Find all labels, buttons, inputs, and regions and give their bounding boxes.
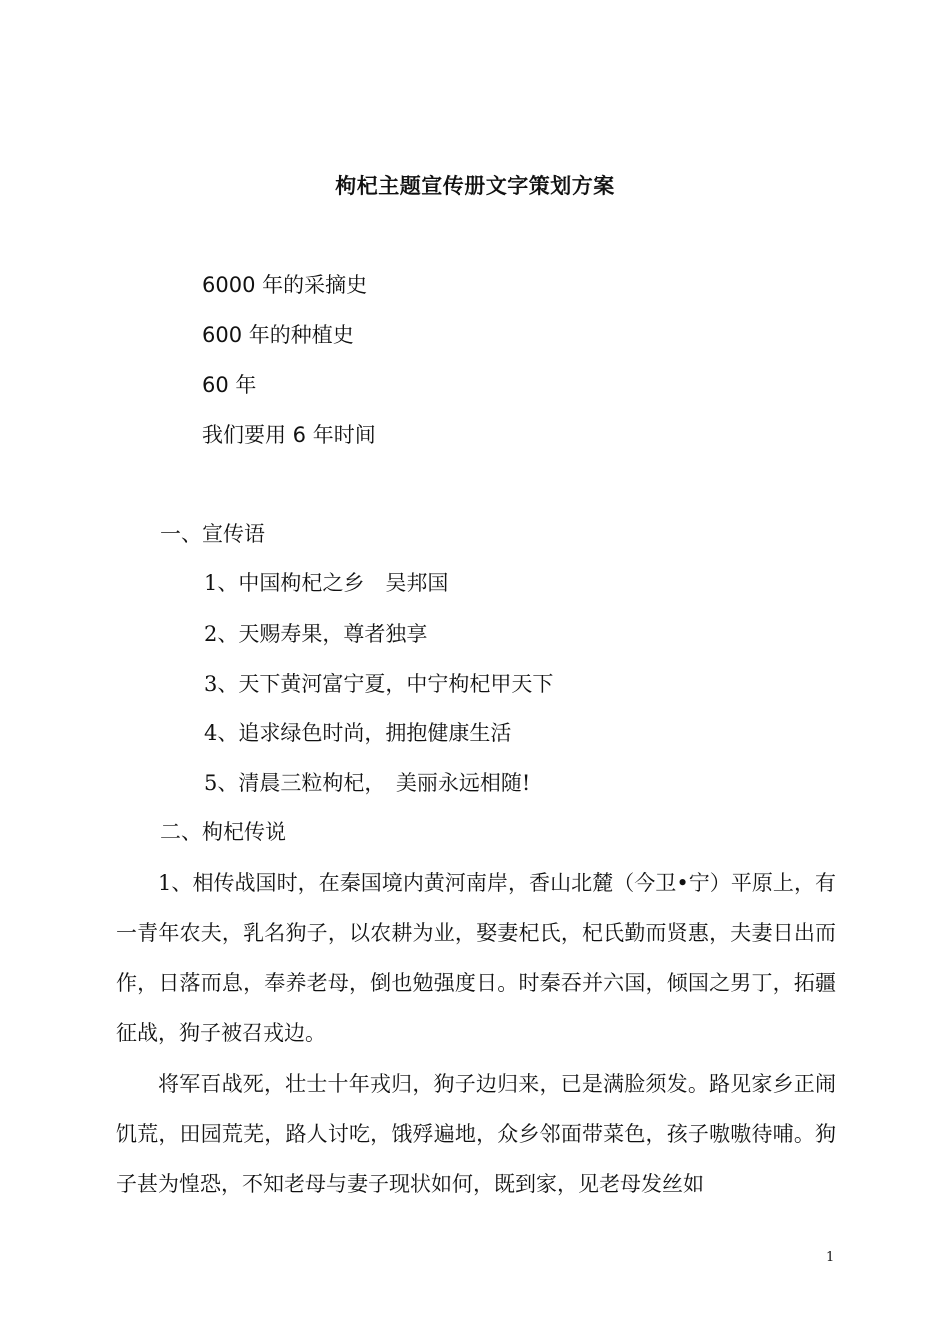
slogan-item-3: 3、天下黄河富宁夏，中宁枸杞甲天下 bbox=[204, 672, 554, 696]
slogan-item-4: 4、追求绿色时尚，拥抱健康生活 bbox=[204, 721, 512, 745]
section-heading-slogans: 一、宣传语 bbox=[160, 522, 265, 546]
intro-line-4: 我们要用 6 年时间 bbox=[202, 423, 376, 447]
slogan-item-1: 1、中国枸杞之乡 吴邦国 bbox=[204, 571, 449, 595]
section-heading-legend: 二、枸杞传说 bbox=[160, 820, 286, 844]
page-number: 1 bbox=[826, 1250, 835, 1265]
slogan-item-5: 5、清晨三粒枸杞， 美丽永远相随! bbox=[204, 771, 531, 795]
legend-paragraph-2: 将军百战死，壮士十年戎归，狗子边归来，已是满脸须发。路见家乡正闹饥荒，田园荒芜，路人讨吃，饿殍遍地，众乡邻面带菜色，孩子嗷嗷待哺。狗子甚为惶恐，不知老母与妻子现状如何，既到家，见老母发丝如 bbox=[116, 1072, 836, 1196]
intro-line-2: 600 年的种植史 bbox=[202, 323, 354, 347]
legend-paragraph-1: 1、相传战国时，在秦国境内黄河南岸，香山北麓（今卫•宁）平原上，有一青年农夫，乳名狗子，以农耕为业，娶妻杞氏，杞氏勤而贤惠，夫妻日出而作，日落而息，奉养老母，倒也勉强度日。时秦吞并六国，倾国之男丁，拓疆征战，狗子被召戎边。 bbox=[116, 871, 836, 1045]
slogan-item-2: 2、天赐寿果，尊者独享 bbox=[204, 622, 428, 646]
intro-line-1: 6000 年的采摘史 bbox=[202, 273, 368, 297]
document-title: 枸杞主题宣传册文字策划方案 bbox=[335, 174, 615, 198]
intro-line-3: 60 年 bbox=[202, 373, 257, 397]
